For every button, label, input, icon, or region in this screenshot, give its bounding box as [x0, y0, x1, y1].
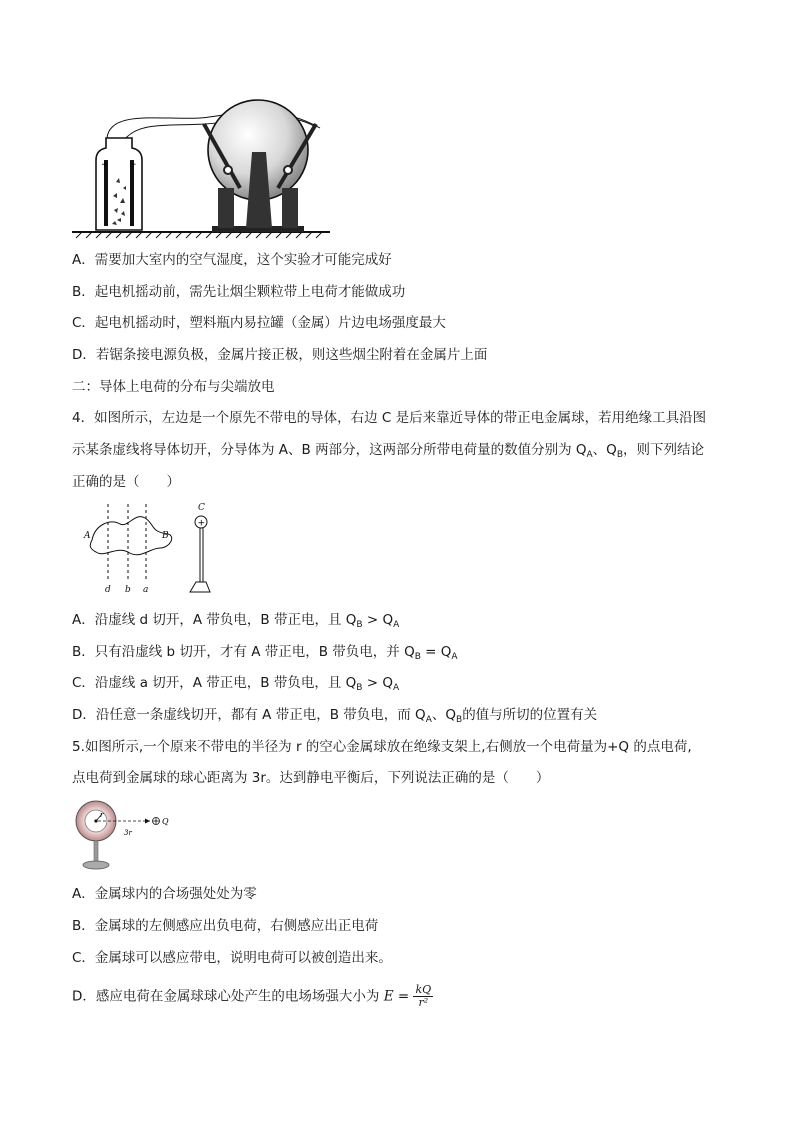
formula-e: E: [383, 988, 394, 1005]
q5-stem-line2: 点电荷到金属球的球心距离为 3r。达到静电平衡后，下列说法正确的是（ ）: [72, 770, 550, 786]
q4-option-d-pre: D．沿任意一条虚线切开，都有 A 带正电，B 带负电，而 Q: [72, 707, 426, 723]
bottle-minus-sign: −: [129, 160, 137, 170]
q5-option-b: B．金属球的左侧感应出负电荷，右侧感应出正电荷: [72, 918, 379, 934]
sub-b: B: [456, 715, 463, 725]
q4-option-c: [72, 673, 399, 698]
q4-stem-line2-mid: 、Q: [592, 442, 617, 458]
q4-stem-line2: [72, 440, 704, 465]
q5-option-d-text: D．感应电荷在金属球球心处产生的电场场强大小为: [72, 988, 384, 1005]
q4-stem-line2-pre: 示某条虚线将导体切开，分导体为 A、B 两部分，这两部分所带电荷量的数值分别为 Q: [72, 442, 587, 458]
q4-plus-sign: +: [197, 518, 206, 529]
q3-option-b: B．起电机摇动前，需先让烟尘颗粒带上电荷才能做成功: [72, 284, 406, 300]
q5-label-Q: Q: [162, 817, 169, 826]
sub-b: B: [356, 620, 363, 630]
q4-conductor-figure: [0, 500, 794, 600]
sub-a: A: [586, 450, 593, 460]
q4-option-a-pre: A．沿虚线 d 切开，A 带负电，B 带正电，且 Q: [72, 612, 357, 628]
q5-option-a: A．金属球内的合场强处处为零: [72, 886, 257, 902]
sub-b: B: [414, 652, 421, 662]
q4-label-B: B: [162, 531, 169, 541]
q4-option-a: [72, 610, 399, 635]
q4-option-d-post: 的值与所切的位置有关: [462, 707, 598, 723]
q5-stem-line1: 5.如图所示,一个原来不带电的半径为 r 的空心金属球放在绝缘支架上,右侧放一个电荷量为+Q 的点电荷,: [72, 739, 692, 755]
sub-a: A: [451, 652, 458, 662]
q3-option-a: A．需要加大室内的空气湿度，这个实验才可能完成好: [72, 252, 392, 268]
q5-label-3r: 3r: [124, 829, 132, 837]
q4-label-C: C: [198, 503, 205, 513]
q4-option-b-mid: = Q: [420, 644, 452, 660]
q4-label-d: d: [105, 585, 111, 595]
sub-b: B: [356, 683, 363, 693]
q5-sphere-figure: [0, 795, 794, 875]
q4-stem-line2-post: ，则下列结论: [623, 442, 704, 458]
q4-option-c-mid: > Q: [362, 675, 393, 691]
section-heading: 二：导体上电荷的分布与尖端放电: [72, 379, 275, 395]
q4-option-d-mid: 、Q: [431, 707, 456, 723]
q4-option-a-mid: > Q: [362, 612, 394, 628]
q4-label-b: b: [125, 585, 131, 595]
q4-option-d: [72, 705, 597, 730]
q4-option-b: [72, 642, 458, 667]
q5-label-r: r: [100, 811, 104, 819]
q4-stem-line1: 4．如图所示，左边是一个原先不带电的导体，右边 C 是后来靠近导体的带正电金属球，若用绝缘工具沿图: [72, 410, 707, 426]
formula-denominator: r²: [418, 996, 429, 1009]
sub-a: A: [393, 683, 400, 693]
bottle-plus-sign: +: [101, 160, 109, 170]
formula-equals: =: [393, 988, 414, 1005]
sub-b: B: [616, 450, 623, 460]
q5-option-c: C．金属球可以感应带电，说明电荷可以被创造出来。: [72, 950, 392, 966]
q3-option-c: C．起电机摇动时，塑料瓶内易拉罐（金属）片边电场强度最大: [72, 315, 446, 331]
q3-apparatus-figure: [0, 0, 794, 250]
q3-option-d: D．若锯条接电源负极，金属片接正极，则这些烟尘附着在金属片上面: [72, 347, 488, 363]
q4-stem-line3: 正确的是（ ）: [72, 474, 180, 490]
q4-label-A: A: [84, 531, 91, 541]
sub-a: A: [425, 715, 432, 725]
q4-label-a: a: [143, 585, 149, 595]
formula-fraction: [413, 984, 433, 1009]
sub-a: A: [393, 620, 400, 630]
q4-option-c-pre: C．沿虚线 a 切开，A 带正电，B 带负电，且 Q: [72, 675, 357, 691]
formula-numerator: kQ: [415, 983, 432, 996]
q4-option-b-pre: B．只有沿虚线 b 切开，才有 A 带正电，B 带负电，并 Q: [72, 644, 415, 660]
q5-option-d: [72, 984, 433, 1009]
